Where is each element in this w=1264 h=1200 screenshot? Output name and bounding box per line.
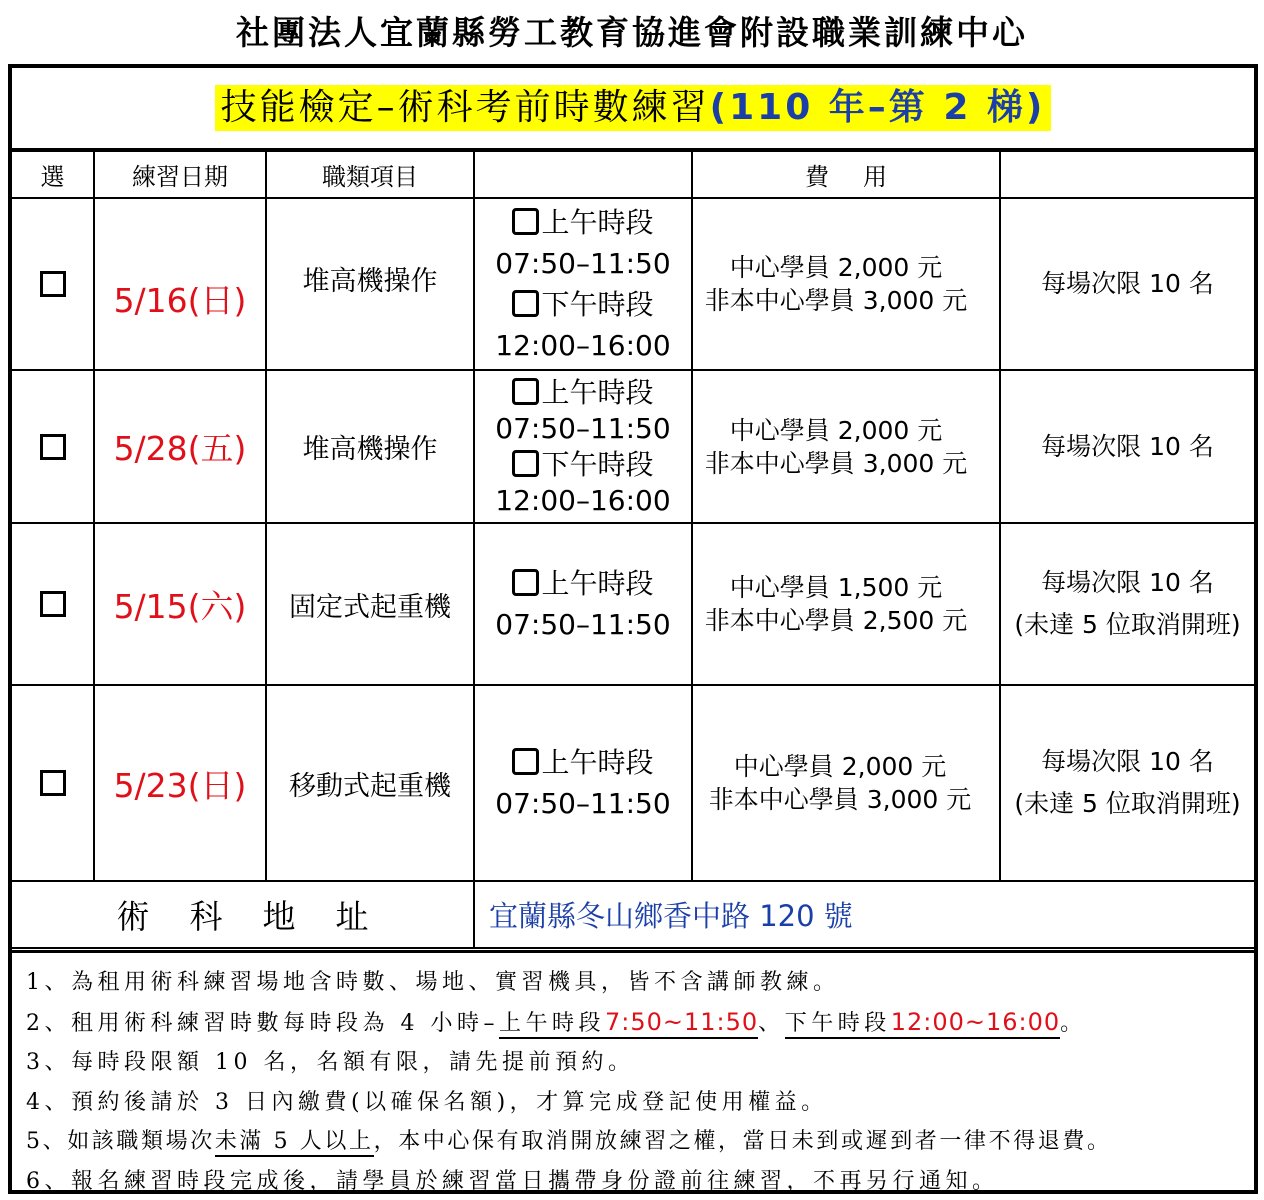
checkbox-icon[interactable] [512, 378, 539, 405]
session-label: 下午時段 [541, 288, 654, 321]
checkbox-icon[interactable] [512, 290, 539, 317]
registration-form [8, 64, 1258, 1194]
practice-date: 5/23(日) [94, 685, 266, 881]
session-label: 下午時段 [541, 447, 654, 481]
note-5-rest: ，本中心保有取消開放練習之權，當日未到或遲到者一律不得退費。 [373, 1129, 1112, 1154]
header-item: 職類項目 [266, 152, 474, 198]
limit-cell [1000, 685, 1254, 881]
table-header-row [12, 152, 1254, 198]
checkbox-icon[interactable] [40, 271, 66, 297]
limit-cell [1000, 198, 1254, 370]
session-time: 07:50–11:50 [495, 411, 671, 445]
table-row [12, 370, 1254, 523]
limit-text: 每場次限 10 名 [1041, 431, 1214, 461]
fee-cell [692, 198, 1000, 370]
session-label: 上午時段 [541, 567, 654, 600]
job-item-text: 堆高機操作 [302, 265, 438, 297]
address-row [12, 881, 1254, 948]
form-title-bar [12, 68, 1254, 152]
note-3: 3、每時段限額 10 名，名額有限，請先提前預約。 [26, 1050, 635, 1075]
fee-cell [692, 523, 1000, 685]
practice-date: 5/15(六) [94, 523, 266, 685]
session-option[interactable] [475, 375, 691, 411]
session-time: 12:00–16:00 [495, 483, 671, 517]
session-cell [474, 523, 692, 685]
session-time: 07:50–11:50 [495, 787, 671, 820]
session-option[interactable] [475, 202, 691, 243]
note-5 [26, 1122, 1254, 1162]
session-time: 07:50–11:50 [495, 247, 671, 280]
job-item [266, 198, 474, 370]
fee-member: 中心學員 2,000 元 [729, 415, 943, 445]
checkbox-icon[interactable] [512, 450, 539, 477]
session-option[interactable] [475, 742, 691, 783]
note-6: 6、報名練習時段完成後，請學員於練習當日攜帶身份證前往練習，不再另行通知。 [26, 1168, 999, 1194]
note-2 [26, 1003, 1254, 1044]
practice-date-text: 5/16(日) [113, 280, 247, 320]
form-title [215, 85, 1052, 131]
note-2-text: 2、租用術科練習時數每時段為 4 小時– [26, 1010, 499, 1036]
org-title: 社團法人宜蘭縣勞工教育協進會附設職業訓練中心 [236, 13, 1028, 52]
fee-member: 中心學員 2,000 元 [729, 253, 943, 282]
session-option[interactable] [475, 447, 691, 483]
address-value: 宜蘭縣冬山鄉香中路 120 號 [474, 881, 1254, 948]
note-2-afternoon-time: 12:00~16:00 [891, 1008, 1060, 1039]
limit-cell [1000, 370, 1254, 523]
fee-cell [692, 370, 1000, 523]
header-select: 選 [12, 152, 94, 198]
session-label: 上午時段 [541, 375, 654, 409]
session-option[interactable] [475, 284, 691, 325]
header-date: 練習日期 [94, 152, 266, 198]
table-row [12, 685, 1254, 881]
fee-nonmember: 非本中心學員 3,000 元 [704, 448, 968, 478]
limit-text: 每場次限 10 名 [1041, 269, 1214, 298]
fee-member: 中心學員 1,500 元 [729, 573, 943, 602]
limit-cell [1000, 523, 1254, 685]
table-row [12, 198, 1254, 370]
header-fee-label: 費用 [805, 163, 921, 191]
note-2-end: 。 [1060, 1010, 1087, 1036]
row-select-cell [12, 685, 94, 881]
form-title-batch: (110 年–第 2 梯) [709, 87, 1046, 128]
checkbox-icon[interactable] [40, 434, 66, 460]
row-select-cell [12, 370, 94, 523]
notes-section [12, 950, 1254, 1194]
checkbox-icon[interactable] [40, 591, 66, 617]
address-label: 術科地址 [116, 897, 409, 936]
note-2-morning-time: 7:50~11:50 [605, 1008, 758, 1039]
fee-nonmember: 非本中心學員 2,500 元 [704, 606, 968, 635]
job-item: 移動式起重機 [266, 685, 474, 881]
session-label: 上午時段 [541, 206, 654, 239]
header-session [474, 152, 692, 198]
checkbox-icon[interactable] [512, 569, 539, 596]
address-label-cell [12, 881, 474, 948]
note-5-text: 5、如該職類場次 [26, 1129, 215, 1154]
job-item: 堆高機操作 [266, 370, 474, 523]
limit-note: (未達 5 位取消開班) [1014, 610, 1241, 639]
session-option[interactable] [475, 563, 691, 604]
note-2-morning-label: 上午時段 [499, 1011, 605, 1039]
note-4: 4、預約後請於 3 日內繳費(以確保名額)，才算完成登記使用權益。 [26, 1089, 828, 1115]
checkbox-icon[interactable] [512, 208, 539, 235]
job-item: 固定式起重機 [266, 523, 474, 685]
practice-date [94, 198, 266, 370]
schedule-table [12, 152, 1254, 949]
session-label: 上午時段 [541, 746, 654, 779]
note-5-underlined: 未滿 5 人以上 [215, 1129, 374, 1157]
header-fee [692, 152, 1000, 198]
note-1: 1、為租用術科練習場地含時數、場地、實習機具，皆不含講師教練。 [26, 970, 840, 995]
fee-nonmember: 非本中心學員 3,000 元 [704, 286, 968, 315]
row-select-cell [12, 523, 94, 685]
limit-text: 每場次限 10 名 [1041, 747, 1214, 776]
session-cell [474, 370, 692, 523]
session-cell [474, 685, 692, 881]
limit-text: 每場次限 10 名 [1041, 568, 1214, 597]
checkbox-icon[interactable] [512, 748, 539, 775]
table-row [12, 523, 1254, 685]
fee-cell [692, 685, 1000, 881]
practice-date: 5/28(五) [94, 370, 266, 523]
session-time: 12:00–16:00 [495, 329, 671, 362]
fee-nonmember: 非本中心學員 3,000 元 [708, 785, 972, 814]
session-time: 07:50–11:50 [495, 608, 671, 641]
form-title-main: 技能檢定–術科考前時數練習 [220, 87, 710, 128]
row-select-cell [12, 198, 94, 370]
checkbox-icon[interactable] [40, 770, 66, 796]
header-limit [1000, 152, 1254, 198]
note-2-afternoon-label: 下午時段 [785, 1011, 891, 1039]
fee-member: 中心學員 2,000 元 [733, 752, 947, 781]
note-2-separator: 、 [758, 1010, 785, 1036]
session-cell [474, 198, 692, 370]
limit-note: (未達 5 位取消開班) [1014, 789, 1241, 818]
